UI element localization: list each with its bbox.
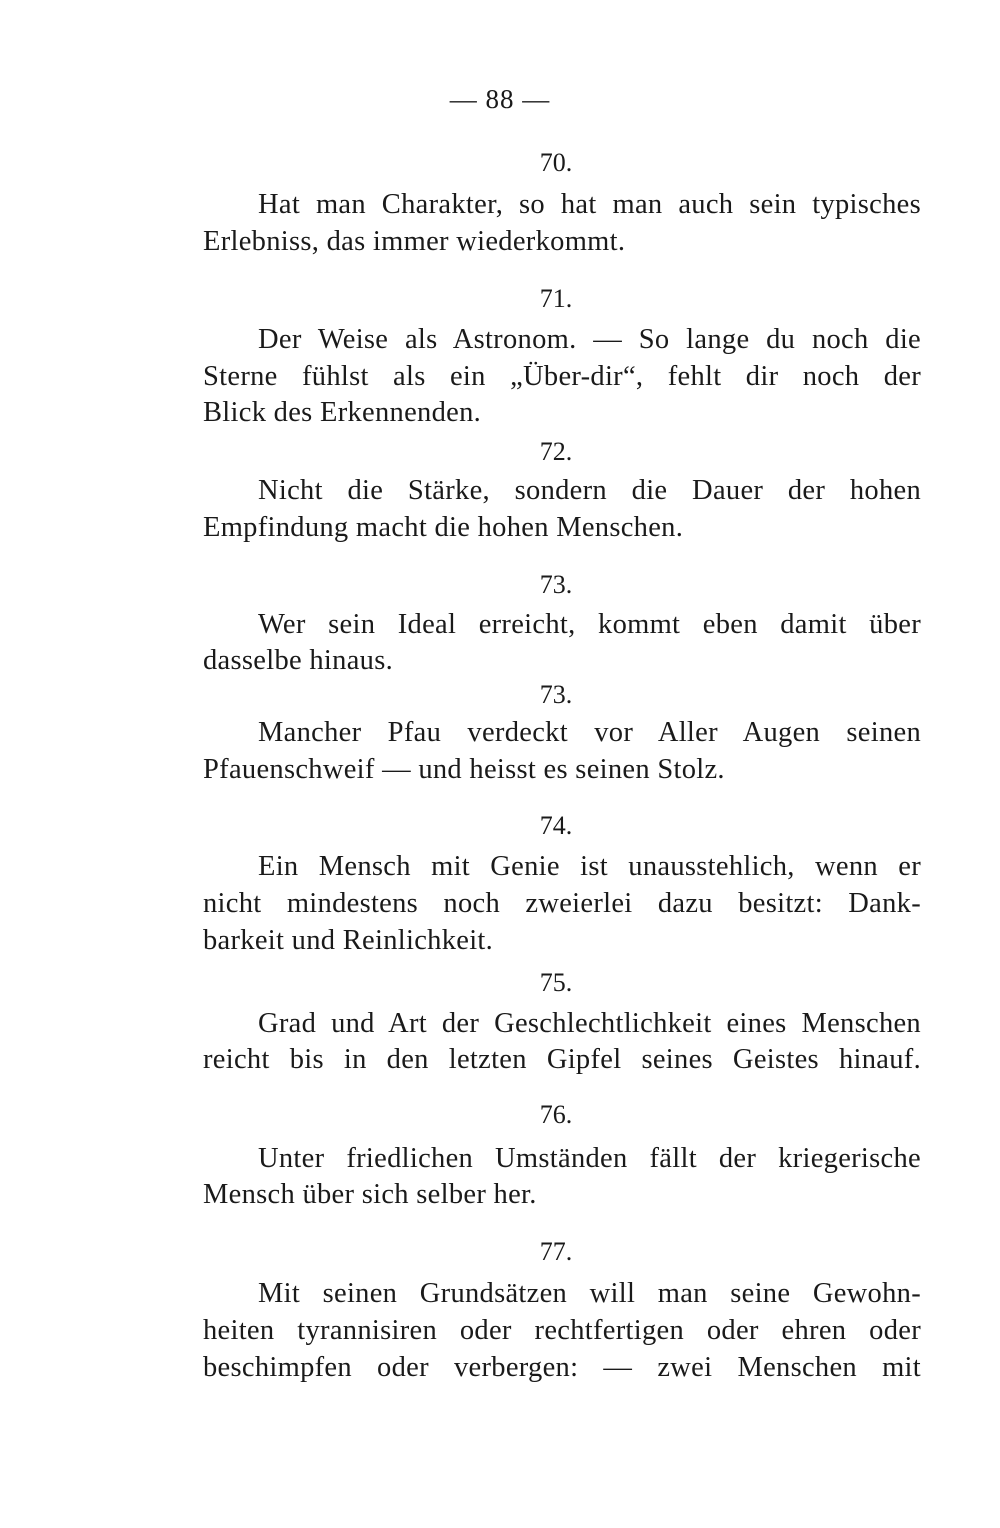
aphorism-text-line: beschimpfen oder verbergen: — zwei Menschen mit [203, 1352, 921, 1383]
aphorism-text-line: Der Weise als Astronom. — So lange du noch die [258, 324, 921, 355]
aphorism-text-line: nicht mindestens noch zweierlei dazu besitzt: Dank- [203, 888, 921, 919]
aphorism-text-line: dasselbe hinaus. [203, 645, 394, 676]
aphorism-number: 76. [539, 1100, 573, 1129]
aphorism-number: 73. [539, 570, 573, 599]
aphorism-number: 77. [539, 1237, 573, 1266]
aphorism-text-line: Pfauenschweif — und heisst es seinen Stolz. [203, 754, 725, 785]
aphorism-text-line: Sterne fühlst als ein „Über-dir“, fehlt dir noch der [203, 361, 921, 392]
aphorism-number: 75. [539, 968, 573, 997]
aphorism-text-line: Blick des Erkennenden. [203, 397, 482, 428]
aphorism-text-line: Wer sein Ideal erreicht, kommt eben damit über [258, 609, 921, 640]
aphorism-text-line: heiten tyrannisiren oder rechtfertigen oder ehren oder [203, 1315, 921, 1346]
page-number: — 88 — [449, 84, 551, 114]
aphorism-number: 72. [539, 437, 573, 466]
aphorism-text-line: Hat man Charakter, so hat man auch sein typisches [258, 189, 921, 220]
aphorism-text-line: Erlebniss, das immer wiederkommt. [203, 226, 626, 257]
aphorism-text-line: Mensch über sich selber her. [203, 1179, 537, 1210]
aphorism-number: 73. [539, 680, 573, 709]
aphorism-text-line: Unter friedlichen Umständen fällt der kriegerische [258, 1143, 921, 1174]
aphorism-text-line: Nicht die Stärke, sondern die Dauer der hohen [258, 475, 921, 506]
aphorism-text-line: Mancher Pfau verdeckt vor Aller Augen seinen [258, 717, 921, 748]
aphorism-text-line: barkeit und Reinlichkeit. [203, 925, 494, 956]
aphorism-number: 71. [539, 284, 573, 313]
aphorism-number: 74. [539, 811, 573, 840]
aphorism-text-line: Grad und Art der Geschlechtlichkeit eines Menschen [258, 1008, 921, 1039]
aphorism-text-line: Empfindung macht die hohen Menschen. [203, 512, 684, 543]
aphorism-text-line: Ein Mensch mit Genie ist unausstehlich, wenn er [258, 851, 921, 882]
aphorism-number: 70. [539, 148, 573, 177]
aphorism-text-line: reicht bis in den letzten Gipfel seines Geistes hinauf. [203, 1044, 921, 1075]
aphorism-text-line: Mit seinen Grundsätzen will man seine Gewohn- [258, 1278, 921, 1309]
